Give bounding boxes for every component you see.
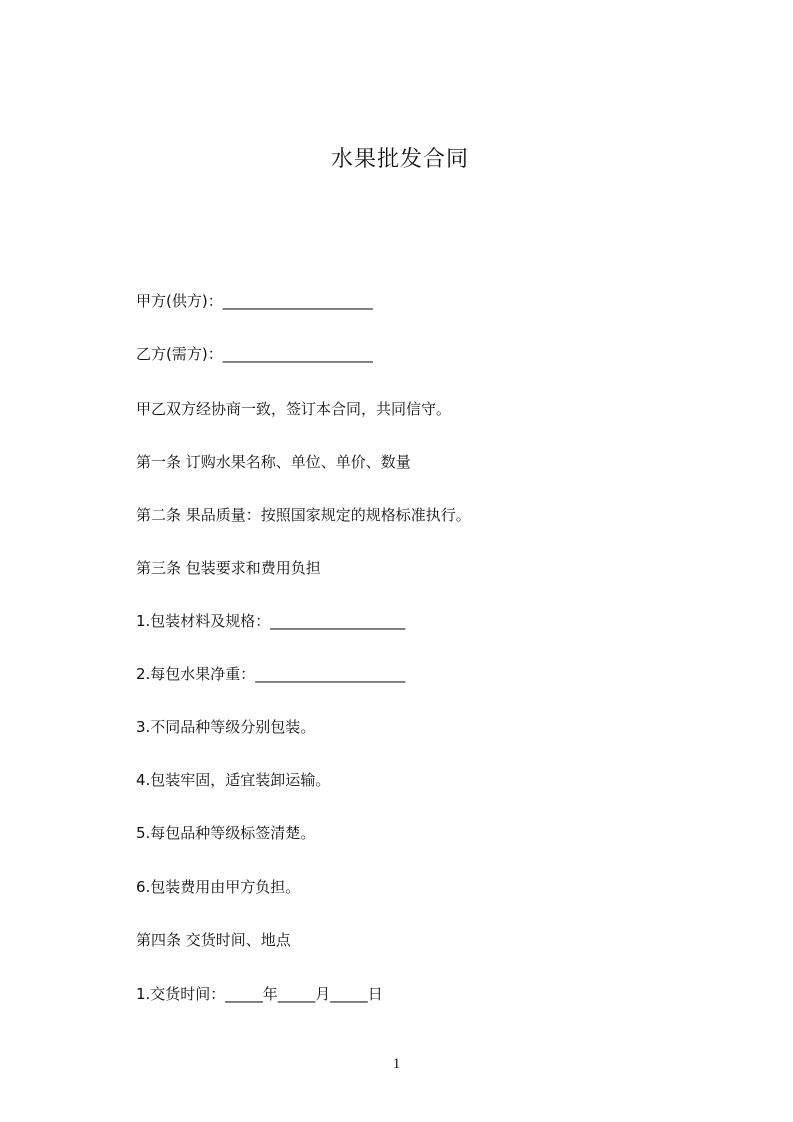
article-3-heading: 第三条 包装要求和费用负担 xyxy=(136,559,321,577)
article-3-item-1: 1.包装材料及规格：__________________ xyxy=(136,612,406,630)
article-4-heading: 第四条 交货时间、地点 xyxy=(136,931,291,949)
party-a-line: 甲方(供方)：____________________ xyxy=(136,292,373,310)
agreement-statement: 甲乙双方经协商一致，签订本合同，共同信守。 xyxy=(136,400,452,418)
article-3-item-5: 5.每包品种等级标签清楚。 xyxy=(136,824,316,842)
article-3-item-6: 6.包装费用由甲方负担。 xyxy=(136,878,301,896)
article-3-item-2: 2.每包水果净重：____________________ xyxy=(136,665,406,683)
document-title: 水果批发合同 xyxy=(330,147,469,172)
page-number: 1 xyxy=(392,1056,401,1072)
party-b-line: 乙方(需方)：____________________ xyxy=(136,345,373,363)
article-3-item-3: 3.不同品种等级分别包装。 xyxy=(136,718,316,736)
article-4-item-1: 1.交货时间：_____年_____月_____日 xyxy=(136,985,383,1003)
article-3-item-4: 4.包装牢固，适宜装卸运输。 xyxy=(136,771,331,789)
article-2-heading: 第二条 果品质量：按照国家规定的规格标准执行。 xyxy=(136,506,471,524)
article-1-heading: 第一条 订购水果名称、单位、单价、数量 xyxy=(136,453,411,471)
